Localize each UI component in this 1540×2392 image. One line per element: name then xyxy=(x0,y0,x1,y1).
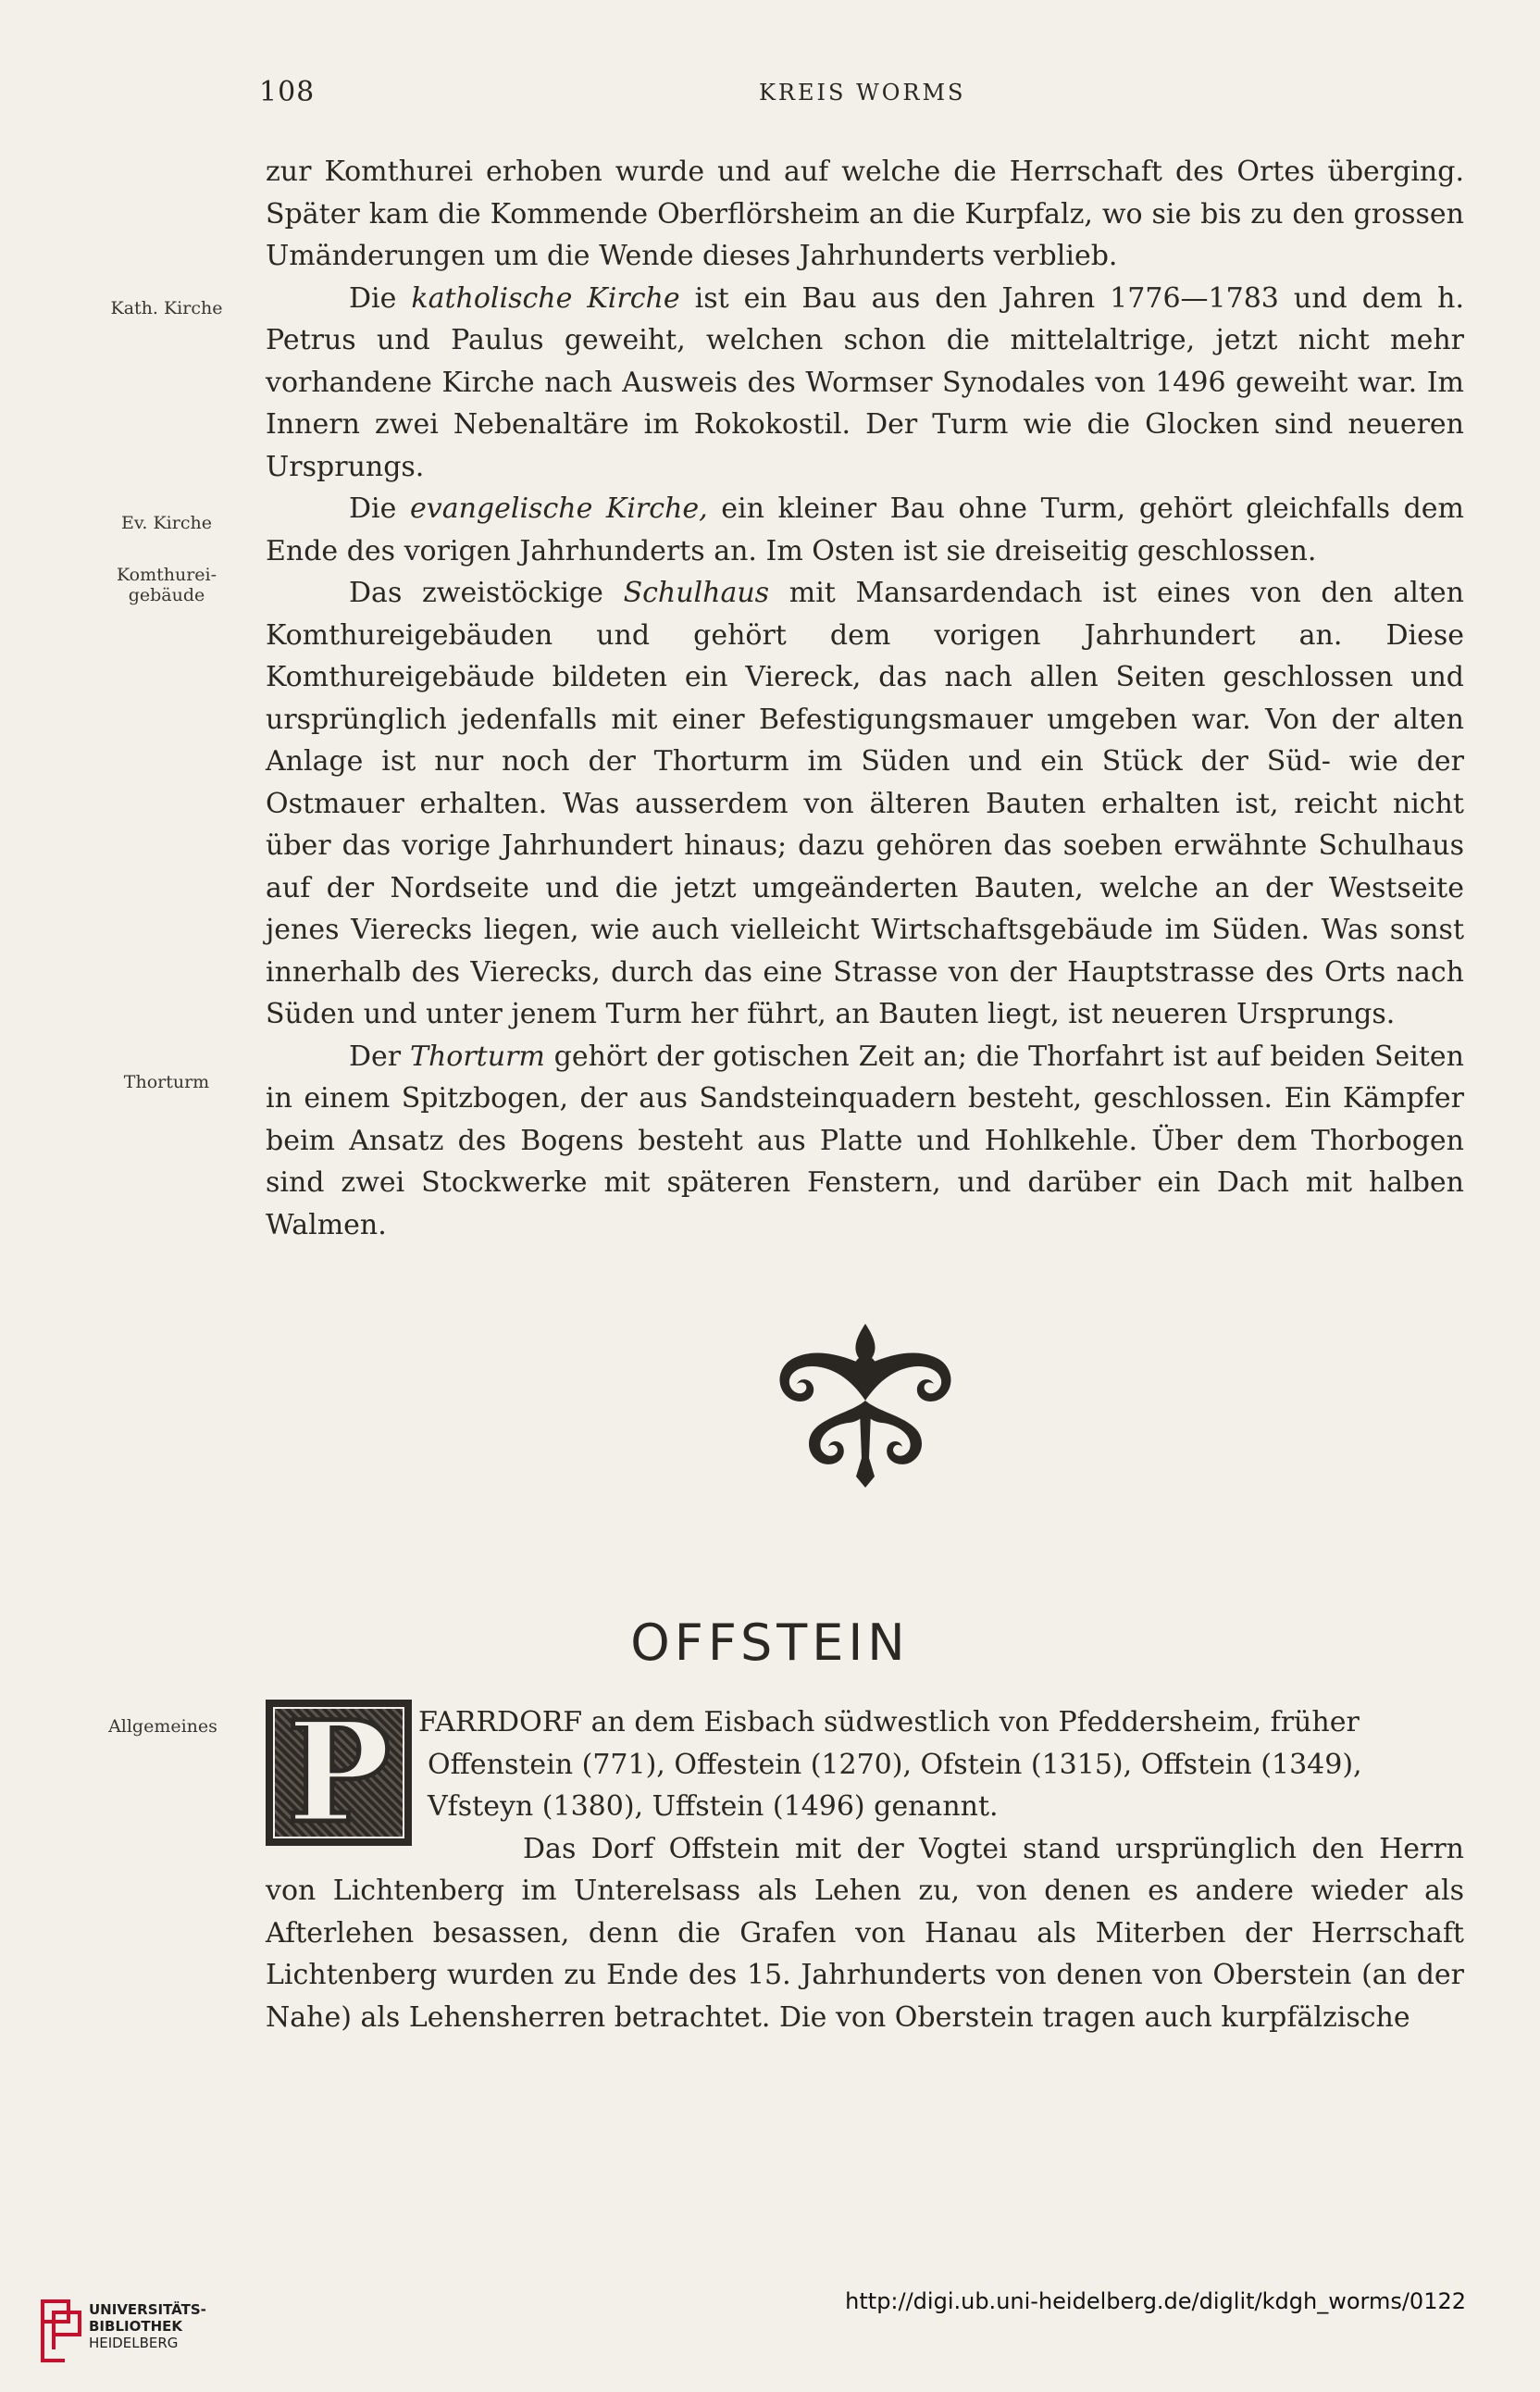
term-schulhaus: Schulhaus xyxy=(623,577,770,609)
paragraph: zur Komthurei erhoben wurde und auf welche die Herrschaft des Ortes überging. Später kam die Kommende Oberflörsheim an die Kurpfalz, wo sie bis zu den grossen Umänderungen um die Wende dieses Jahrhunderts verblieb. xyxy=(266,156,1464,272)
page-number: 108 xyxy=(259,76,316,108)
section-text xyxy=(266,1691,1464,2038)
paragraph-schulhaus: Das zweistöckige Schulhaus mit Mansardendach ist eines von den alten Komthureigebäuden und gehört dem vorigen Jahrhundert an. Diese Komthureigebäude bildeten ein Viereck, das nach allen Seiten geschlossen und ursprünglich jedenfalls mit einer Befestigungsmauer umgeben war. Von der alten Anlage ist nur noch der Thorturm im Süden und ein Stück der Süd- wie der Ostmauer erhalten. Was ausserdem von älteren Bauten erhalten ist, reicht nicht über das vorige Jahrhundert hinaus; dazu gehören das soeben erwähnte Schulhaus auf der Nordseite und die jetzt umgeänderten Bauten, welche an der Westseite jenes Vierecks liegen, wie auch vielleicht Wirtschaftsgebäude im Süden. Was sonst innerhalb des Vierecks, durch das eine Strasse von der Hauptstrasse des Orts nach Süden und unter jenem Turm her führt, an Bauten liegt, ist neueren Ursprungs. xyxy=(266,577,1464,1030)
drop-cap-letter: P xyxy=(286,1691,391,1854)
margin-note-kath-kirche: Kath. Kirche xyxy=(110,298,223,318)
margin-note-thorturm: Thorturm xyxy=(123,1072,210,1092)
margin-note-ev-kirche: Ev. Kirche xyxy=(121,513,212,533)
running-title: KREIS WORMS xyxy=(759,80,966,106)
term-evangelische-kirche: evangelische Kirche, xyxy=(410,492,708,525)
cap-line: Offenstein (771), Offestein (1270), Ofstein (1315), Offstein (1349), xyxy=(428,1748,1362,1781)
paragraph-offstein: Das Dorf Offstein mit der Vogtei stand ursprünglich den Herrn von Lichtenberg im Unterelsass als Lehen zu, von denen es andere wieder als Afterlehen besassen, denn die Grafen von Hanau als Miterben der Herrschaft Lichtenberg wurden zu Ende des 15. Jahrhunderts von denen von Oberstein (an der Nahe) als Lehensherren betrachtet. Die von Oberstein tragen auch kurpfälzische xyxy=(266,1832,1464,2034)
body-text xyxy=(266,151,1464,1246)
term-thorturm: Thorturm xyxy=(409,1040,545,1073)
margin-note-komthureigebaeude: Komthurei- gebäude xyxy=(116,565,217,605)
cap-line: Vfsteyn (1380), Uffstein (1496) genannt. xyxy=(428,1790,999,1823)
fleuron-ornament-icon xyxy=(771,1319,961,1490)
running-head xyxy=(0,76,1540,113)
margin-note-allgemeines: Allgemeines xyxy=(108,1716,217,1737)
section-title: OFFSTEIN xyxy=(630,1613,910,1673)
paragraph-thorturm: Der Thorturm gehört der gotischen Zeit an; die Thorfahrt ist auf beiden Seiten in einem Spitzbogen, der aus Sandsteinquadern besteht, geschlossen. Ein Kämpfer beim Ansatz des Bogens besteht aus Platte und Hohlkehle. Über dem Thorbogen sind zwei Stockwerke mit späteren Fenstern, und darüber ein Dach mit halben Walmen. xyxy=(266,1040,1464,1241)
source-url-link[interactable]: http://digi.ub.uni-heidelberg.de/diglit/kdgh_worms/0122 xyxy=(845,2288,1466,2314)
cap-line: FARRDORF an dem Eisbach südwestlich von Pfeddersheim, früher xyxy=(418,1706,1360,1738)
paragraph-kath-kirche: Die katholische Kirche ist ein Bau aus den Jahren 1776—1783 und dem h. Petrus und Paulus geweiht, welchen schon die mittelaltrige, jetzt nicht mehr vorhandene Kirche nach Ausweis des Wormser Synodales von 1496 geweiht war. Im Innern zwei Nebenaltäre im Rokokostil. Der Turm wie die Glocken sind neueren Ursprungs. xyxy=(266,281,1465,483)
term-katholische-kirche: katholische Kirche xyxy=(411,281,680,315)
library-name: UNIVERSITÄTS- BIBLIOTHEK HEIDELBERG xyxy=(89,2301,206,2351)
paragraph-ev-kirche: Die evangelische Kirche, ein kleiner Bau ohne Turm, gehört gleichfalls dem Ende des vorigen Jahrhunderts an. Im Osten ist sie dreiseitig geschlossen. xyxy=(266,492,1464,567)
